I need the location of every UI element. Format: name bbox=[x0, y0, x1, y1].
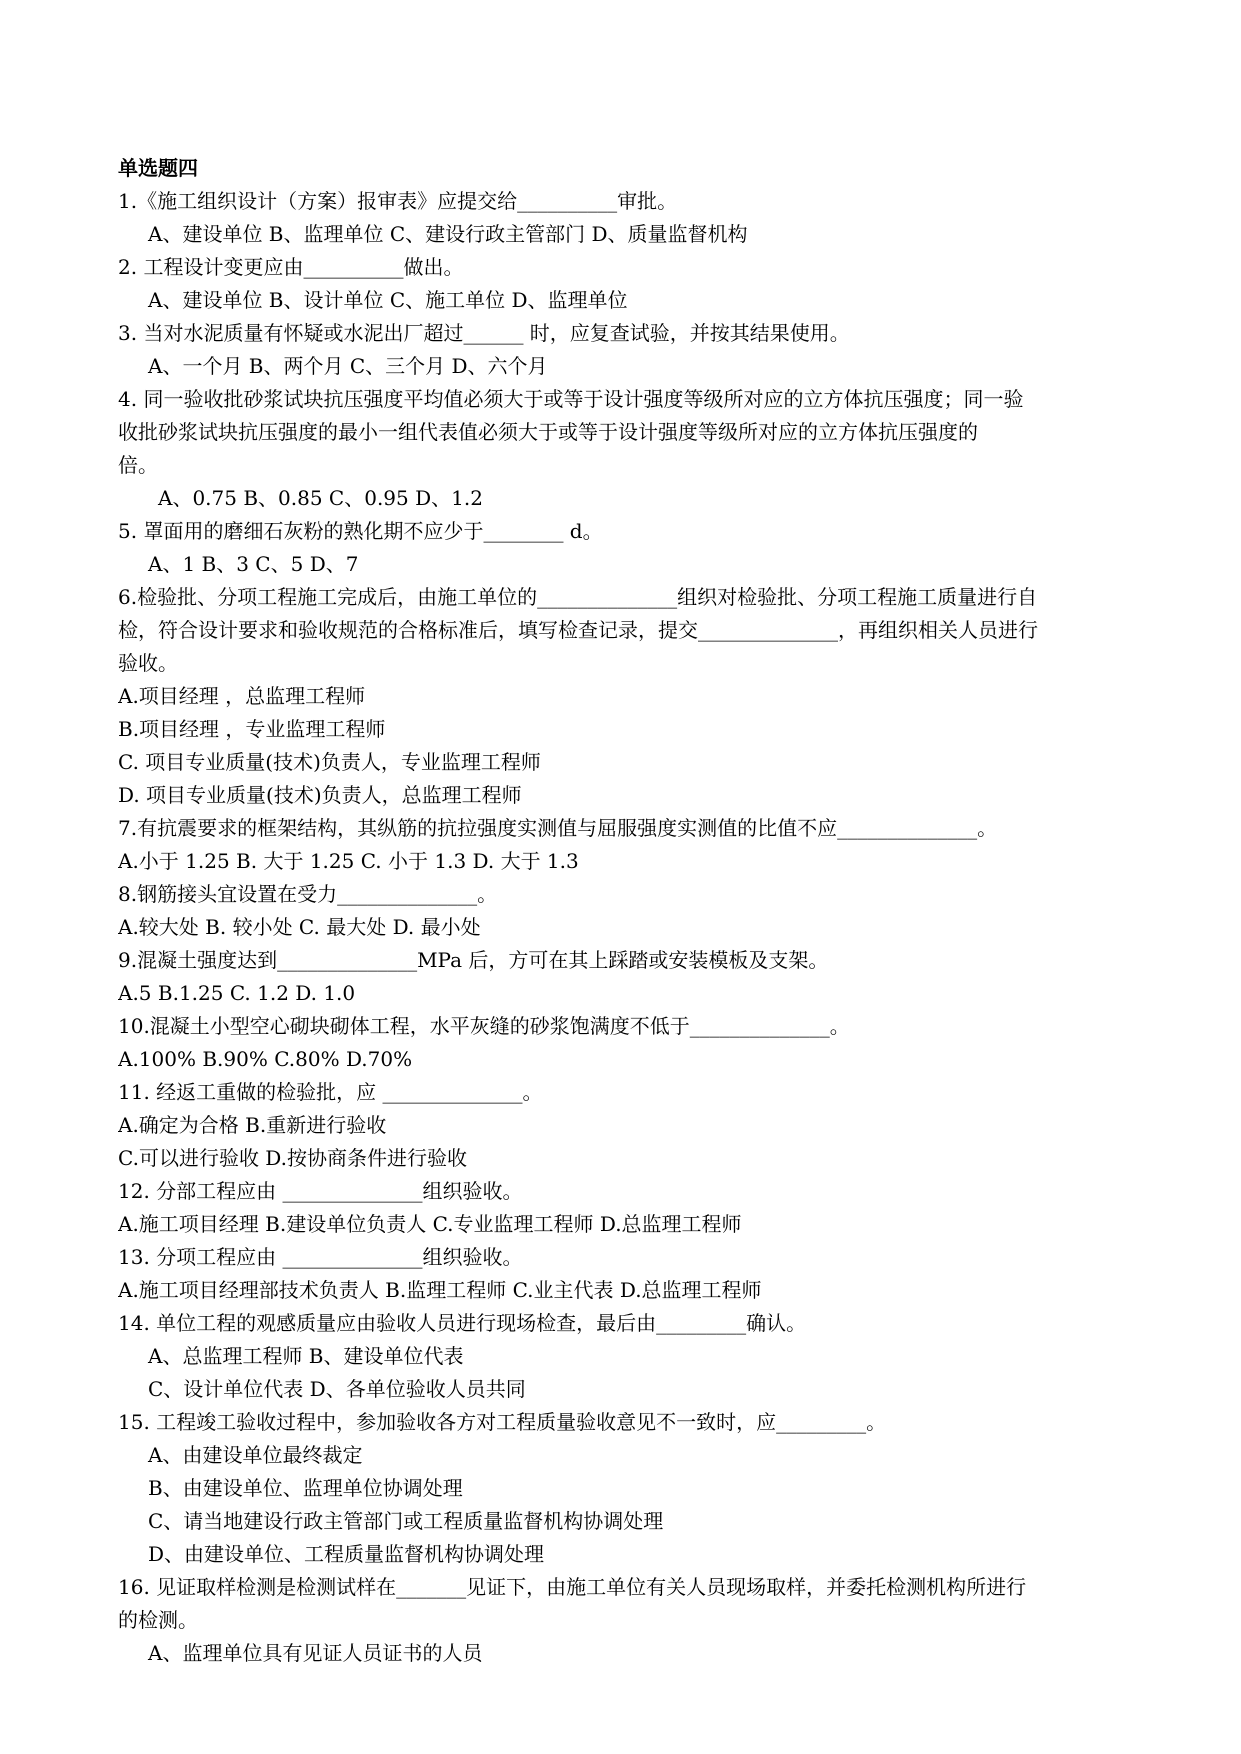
q14-stem: 14. 单位工程的观感质量应由验收人员进行现场检查，最后由_________确认。 bbox=[118, 1311, 807, 1335]
q6-option-c: C. 项目专业质量(技术)负责人，专业监理工程师 bbox=[118, 750, 541, 774]
q2-options: A、建设单位 B、设计单位 C、施工单位 D、监理单位 bbox=[148, 288, 628, 312]
q11-options-line2: C.可以进行验收 D.按协商条件进行验收 bbox=[118, 1146, 467, 1170]
q11-options-line1: A.确定为合格 B.重新进行验收 bbox=[118, 1113, 387, 1137]
q8-options: A.较大处 B. 较小处 C. 最大处 D. 最小处 bbox=[118, 915, 481, 939]
q4-stem-line1: 4. 同一验收批砂浆试块抗压强度平均值必须大于或等于设计强度等级所对应的立方体抗压强度；同一验 bbox=[118, 387, 1024, 411]
q15-option-d: D、由建设单位、工程质量监督机构协调处理 bbox=[148, 1542, 545, 1566]
q7-stem: 7.有抗震要求的框架结构，其纵筋的抗拉强度实测值与屈服强度实测值的比值不应______________。 bbox=[118, 816, 998, 840]
q4-stem-line3: 倍。 bbox=[118, 453, 158, 477]
q8-stem: 8.钢筋接头宜设置在受力______________。 bbox=[118, 882, 498, 906]
q15-option-c: C、请当地建设行政主管部门或工程质量监督机构协调处理 bbox=[148, 1509, 664, 1533]
q10-stem: 10.混凝土小型空心砌块砌体工程，水平灰缝的砂浆饱满度不低于______________。 bbox=[118, 1014, 850, 1038]
q9-stem: 9.混凝土强度达到______________MPa 后，方可在其上踩踏或安装模板及支架。 bbox=[118, 948, 829, 972]
q6-option-b: B.项目经理 ，专业监理工程师 bbox=[118, 717, 386, 741]
q7-options: A.小于 1.25 B. 大于 1.25 C. 小于 1.3 D. 大于 1.3 bbox=[118, 849, 579, 873]
q10-options: A.100% B.90% C.80% D.70% bbox=[118, 1047, 413, 1071]
q3-stem: 3. 当对水泥质量有怀疑或水泥出厂超过______ 时，应复查试验，并按其结果使用。 bbox=[118, 321, 850, 345]
q5-options: A、1 B、3 C、5 D、7 bbox=[148, 552, 359, 576]
q3-options: A、一个月 B、两个月 C、三个月 D、六个月 bbox=[148, 354, 548, 378]
q13-options: A.施工项目经理部技术负责人 B.监理工程师 C.业主代表 D.总监理工程师 bbox=[118, 1278, 762, 1302]
q12-options: A.施工项目经理 B.建设单位负责人 C.专业监理工程师 D.总监理工程师 bbox=[118, 1212, 742, 1236]
q16-stem-line1: 16. 见证取样检测是检测试样在_______见证下，由施工单位有关人员现场取样，并委托检测机构所进行 bbox=[118, 1575, 1027, 1599]
q12-stem: 12. 分部工程应由 ______________组织验收。 bbox=[118, 1179, 523, 1203]
q15-option-b: B、由建设单位、监理单位协调处理 bbox=[148, 1476, 463, 1500]
section-title: 单选题四 bbox=[118, 156, 198, 180]
q4-stem-line2: 收批砂浆试块抗压强度的最小一组代表值必须大于或等于设计强度等级所对应的立方体抗压强度的 bbox=[118, 420, 978, 444]
q6-option-d: D. 项目专业质量(技术)负责人，总监理工程师 bbox=[118, 783, 522, 807]
document-content bbox=[118, 152, 1128, 1670]
q14-options-line2: C、设计单位代表 D、各单位验收人员共同 bbox=[148, 1377, 526, 1401]
q6-stem-line3: 验收。 bbox=[118, 651, 178, 675]
q2-stem: 2. 工程设计变更应由__________做出。 bbox=[118, 255, 464, 279]
q4-options: A、0.75 B、0.85 C、0.95 D、1.2 bbox=[158, 486, 483, 510]
q5-stem: 5. 罩面用的磨细石灰粉的熟化期不应少于________ d。 bbox=[118, 519, 603, 543]
q15-option-a: A、由建设单位最终裁定 bbox=[148, 1443, 363, 1467]
q9-options: A.5 B.1.25 C. 1.2 D. 1.0 bbox=[118, 981, 356, 1005]
q6-stem-line2: 检，符合设计要求和验收规范的合格标准后，填写检查记录，提交______________，再组织相关人员进行 bbox=[118, 618, 1038, 642]
q6-stem-line1: 6.检验批、分项工程施工完成后，由施工单位的______________组织对检验批、分项工程施工质量进行自 bbox=[118, 585, 1038, 609]
q16-stem-line2: 的检测。 bbox=[118, 1608, 198, 1632]
q14-options-line1: A、总监理工程师 B、建设单位代表 bbox=[148, 1344, 464, 1368]
q11-stem: 11. 经返工重做的检验批，应 ______________。 bbox=[118, 1080, 543, 1104]
q1-options: A、建设单位 B、监理单位 C、建设行政主管部门 D、质量监督机构 bbox=[148, 222, 748, 246]
q13-stem: 13. 分项工程应由 ______________组织验收。 bbox=[118, 1245, 523, 1269]
q16-option-a: A、监理单位具有见证人员证书的人员 bbox=[148, 1641, 483, 1665]
q1-stem: 1.《施工组织设计（方案）报审表》应提交给__________审批。 bbox=[118, 189, 678, 213]
q6-option-a: A.项目经理 ，总监理工程师 bbox=[118, 684, 366, 708]
q15-stem: 15. 工程竣工验收过程中，参加验收各方对工程质量验收意见不一致时，应_________。 bbox=[118, 1410, 887, 1434]
